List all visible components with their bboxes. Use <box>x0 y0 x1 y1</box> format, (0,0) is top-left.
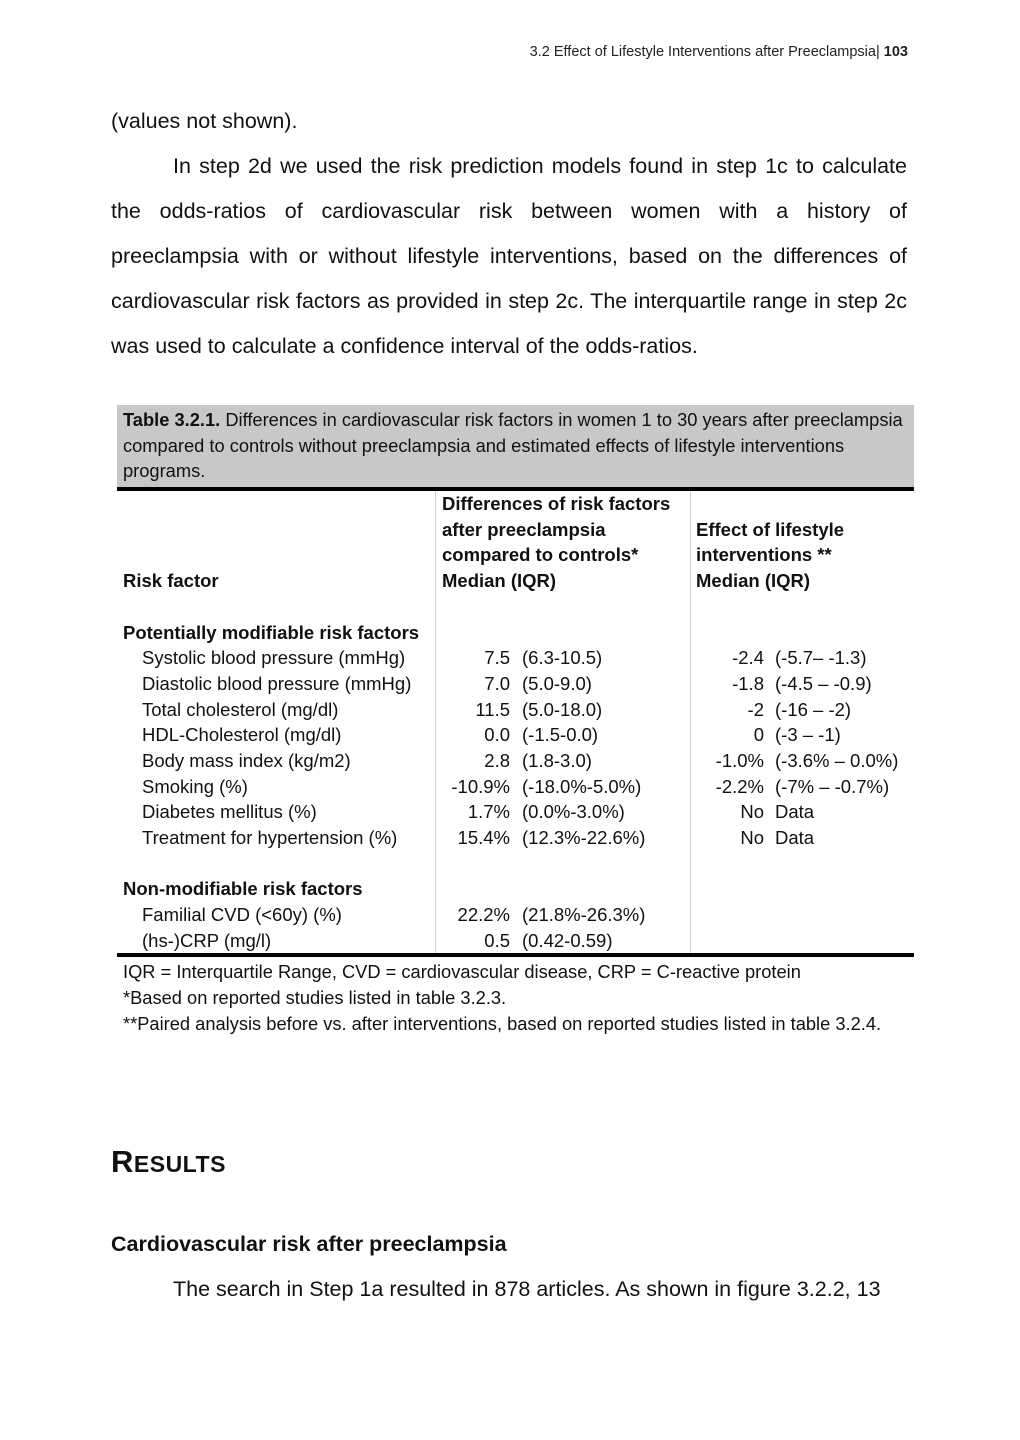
risk-factor-name: Body mass index (kg/m2) <box>142 749 351 771</box>
diff-iqr: (0.0%-3.0%) <box>522 801 625 823</box>
diff-median: -10.9% <box>451 775 510 797</box>
diff-median: 11.5 <box>475 698 510 720</box>
table-row <box>117 671 914 697</box>
table-row <box>117 825 914 851</box>
diff-median: 7.0 <box>484 672 510 694</box>
table-row <box>117 774 914 800</box>
continuation-paragraph: (values not shown). <box>111 109 298 133</box>
col3-header-line: Effect of lifestyle <box>696 518 845 540</box>
effect-iqr: Data <box>775 801 815 823</box>
diff-median: 0.5 <box>484 929 510 951</box>
diff-median: 2.8 <box>484 749 510 771</box>
effect-iqr: (-3.6% – 0.0%) <box>775 749 899 771</box>
footnote: *Based on reported studies listed in table 3.2.3. <box>123 987 507 1009</box>
effect-iqr: (-16 – -2) <box>775 698 852 720</box>
diff-iqr: (0.42-0.59) <box>522 929 613 951</box>
step2d-paragraph: In step 2d we used the risk prediction models found in step 1c to calculate the odds-ratios of cardiovascular risk between women with a history of preeclampsia with or without lifestyle interventions, based on the differences of cardiovascular risk factors as provided in step 2c. The interquartile range in step 2c was used to calculate a confidence interval of the odds-ratios. <box>111 154 907 358</box>
effect-median: 0 <box>753 724 764 746</box>
diff-median: 1.7% <box>467 801 510 823</box>
diff-median: 22.2% <box>457 904 510 926</box>
effect-iqr: (-3 – -1) <box>775 724 841 746</box>
risk-factor-name: Smoking (%) <box>142 775 248 797</box>
diff-median: 0.0 <box>484 724 510 746</box>
results-heading-rest: ESULTS <box>133 1151 226 1177</box>
effect-iqr: (-4.5 – -0.9) <box>775 672 872 694</box>
header-row <box>117 491 914 517</box>
effect-median: -2 <box>747 698 764 720</box>
results-heading-initial: R <box>111 1144 134 1179</box>
risk-factor-name: Familial CVD (<60y) (%) <box>142 904 342 926</box>
running-header-title: 3.2 Effect of Lifestyle Interventions after Preeclampsia <box>529 44 876 60</box>
risk-factor-name: Diastolic blood pressure (mmHg) <box>142 672 412 694</box>
table-row <box>117 645 914 671</box>
header-row <box>117 542 914 568</box>
col3-header-line: Median (IQR) <box>696 570 811 592</box>
table-caption <box>117 405 914 491</box>
risk-factor-name: Treatment for hypertension (%) <box>142 827 398 849</box>
group-title-row <box>117 876 914 902</box>
table-footnotes <box>117 957 914 1037</box>
effect-iqr: (-7% – -0.7%) <box>775 775 890 797</box>
col2-header-line: compared to controls* <box>442 544 639 566</box>
diff-iqr: (1.8-3.0) <box>522 749 592 771</box>
diff-iqr: (5.0-9.0) <box>522 672 592 694</box>
effect-median: No <box>740 827 764 849</box>
col2-header-line: Median (IQR) <box>442 570 557 592</box>
results-paragraph: The search in Step 1a resulted in 878 articles. As shown in figure 3.2.2, 13 <box>173 1277 881 1301</box>
subheading: Cardiovascular risk after preeclampsia <box>111 1232 507 1256</box>
table-caption-text: Differences in cardiovascular risk factors in women 1 to 30 years after preeclampsia compared to controls without preeclampsia and estimated effects of lifestyle interventions programs. <box>123 409 903 482</box>
risk-factor-name: Systolic blood pressure (mmHg) <box>142 647 406 669</box>
group-title-row <box>117 620 914 646</box>
col2-header-line: Differences of risk factors <box>442 493 671 515</box>
risk-factor-name: HDL-Cholesterol (mg/dl) <box>142 724 342 746</box>
table-grid <box>117 491 914 953</box>
table-row <box>117 799 914 825</box>
diff-iqr: (6.3-10.5) <box>522 647 603 669</box>
risk-factor-name: (hs-)CRP (mg/l) <box>142 929 272 951</box>
diff-iqr: (-18.0%-5.0%) <box>522 775 642 797</box>
table-3-2-1 <box>117 405 914 1037</box>
table-row <box>117 902 914 928</box>
col3-header-line: interventions ** <box>696 544 832 566</box>
effect-iqr: (-5.7– -1.3) <box>775 647 867 669</box>
table-row <box>117 697 914 723</box>
diff-median: 15.4% <box>457 827 510 849</box>
effect-median: -2.2% <box>715 775 764 797</box>
table-row <box>117 722 914 748</box>
spacer-row <box>117 594 914 620</box>
diff-iqr: (21.8%-26.3%) <box>522 904 646 926</box>
table-row <box>117 748 914 774</box>
effect-median: -1.0% <box>715 749 764 771</box>
table-row <box>117 928 914 954</box>
group-title: Non-modifiable risk factors <box>123 878 363 900</box>
effect-median: No <box>740 801 764 823</box>
col2-header-line: after preeclampsia <box>442 518 606 540</box>
effect-median: -1.8 <box>732 672 764 694</box>
effect-median: -2.4 <box>732 647 764 669</box>
footnote: **Paired analysis before vs. after interventions, based on reported studies listed in table 3.2.4. <box>123 1013 882 1035</box>
running-header <box>530 44 908 60</box>
risk-factor-name: Diabetes mellitus (%) <box>142 801 317 823</box>
effect-iqr: Data <box>775 827 815 849</box>
diff-median: 7.5 <box>484 647 510 669</box>
diff-iqr: (12.3%-22.6%) <box>522 827 646 849</box>
diff-iqr: (5.0-18.0) <box>522 698 603 720</box>
risk-factor-name: Total cholesterol (mg/dl) <box>142 698 339 720</box>
results-heading <box>111 1144 226 1180</box>
risk-factor-header: Risk factor <box>123 570 219 592</box>
page-number: 103 <box>883 44 908 60</box>
spacer-row <box>117 851 914 877</box>
footnote: IQR = Interquartile Range, CVD = cardiovascular disease, CRP = C-reactive protein <box>123 961 801 983</box>
table-caption-label: Table 3.2.1. <box>123 409 221 430</box>
running-header-separator: | <box>875 44 880 60</box>
header-row <box>117 568 914 594</box>
header-row <box>117 517 914 543</box>
group-title: Potentially modifiable risk factors <box>123 621 420 643</box>
diff-iqr: (-1.5-0.0) <box>522 724 599 746</box>
